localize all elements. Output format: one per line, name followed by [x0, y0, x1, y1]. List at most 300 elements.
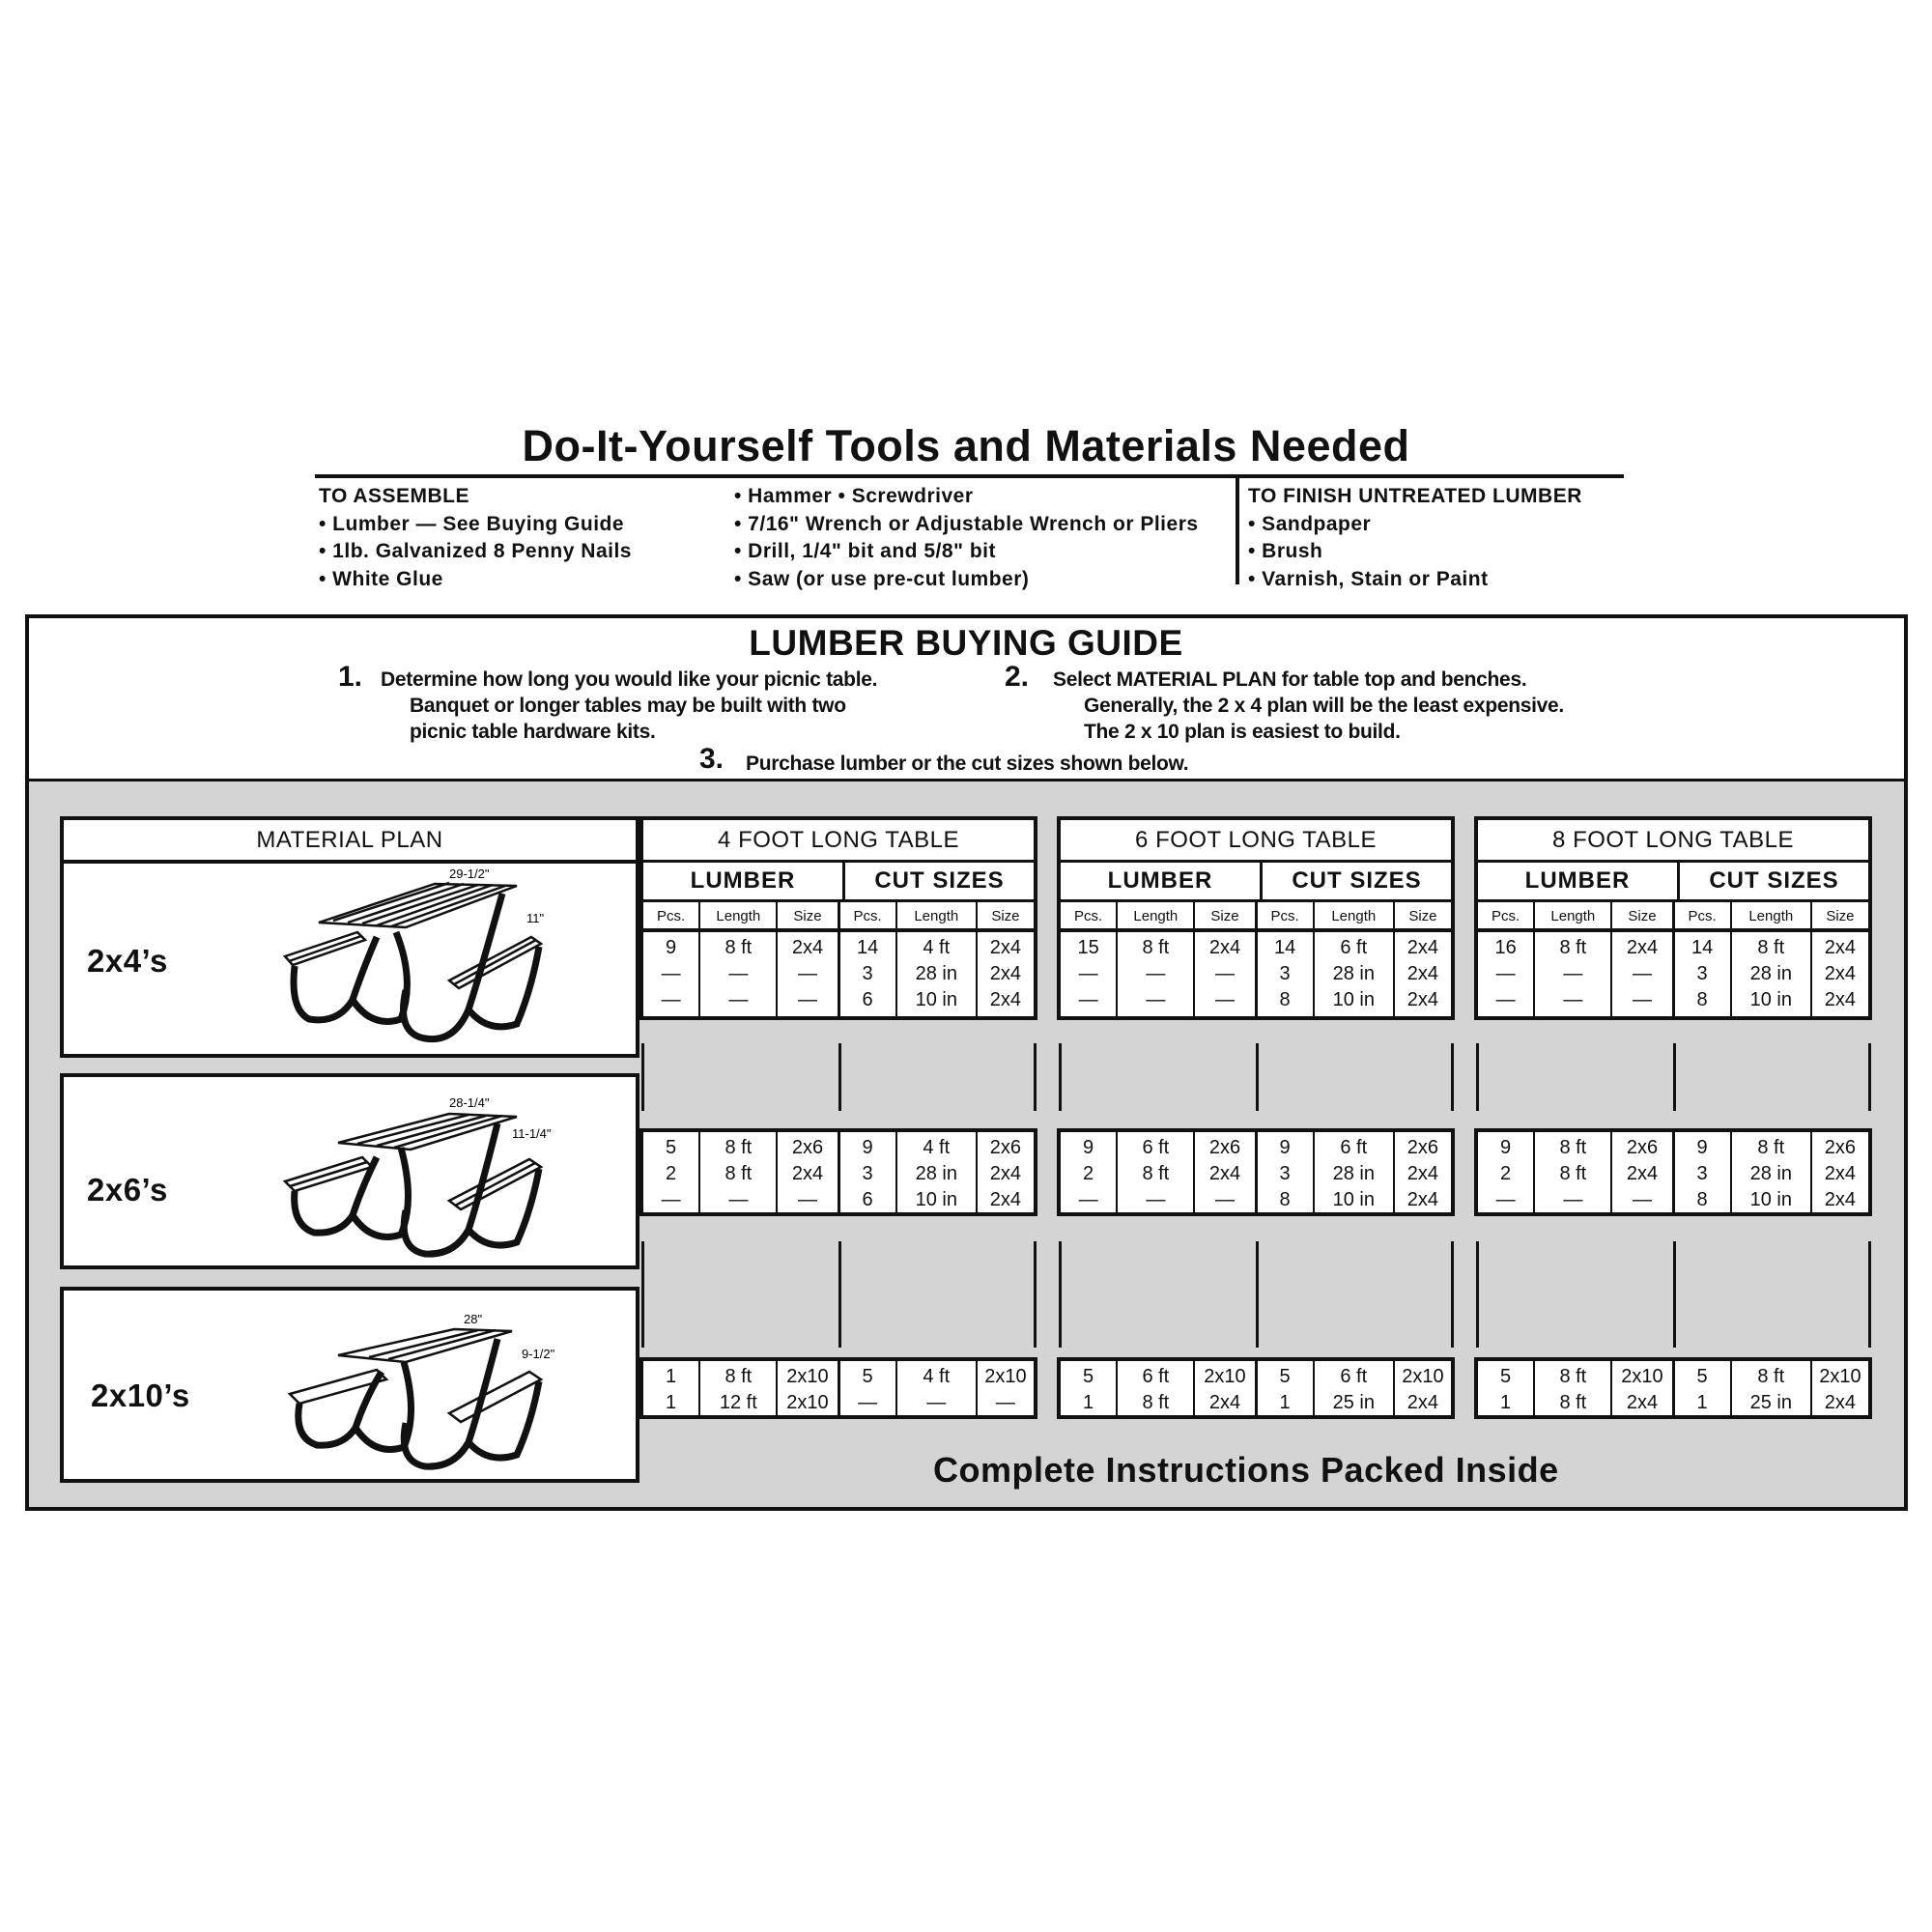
data-column	[1061, 1361, 1118, 1415]
table-cell: 2x6	[989, 1137, 1022, 1158]
table-cell: 10 in	[915, 989, 957, 1010]
data-column	[1061, 1132, 1118, 1212]
table-cell: 8	[1279, 989, 1291, 1010]
table-cell: 1	[666, 1366, 677, 1387]
assemble-heading: TO ASSEMBLE	[319, 485, 470, 507]
table-cell: 4 ft	[923, 937, 951, 958]
finish-item: • Brush	[1248, 540, 1323, 562]
table-cell: 8 ft	[1559, 1163, 1587, 1184]
table-cell: 6 ft	[1340, 937, 1368, 958]
table-cell: —	[1632, 1189, 1652, 1210]
table-cell: 1	[1083, 1392, 1094, 1413]
column-header: Length	[700, 902, 778, 931]
data-column	[1478, 1361, 1535, 1415]
data-column	[1315, 932, 1395, 1016]
finish-divider	[1236, 478, 1239, 584]
table-cell: 2	[666, 1163, 677, 1184]
step-3-line: Purchase lumber or the cut sizes shown below.	[746, 753, 1189, 775]
table-cell: 5	[862, 1366, 873, 1387]
table-cell: —	[728, 989, 749, 1010]
data-column	[778, 1132, 839, 1212]
table-cell: 2x4	[1626, 1163, 1659, 1184]
table-cell: —	[1078, 963, 1098, 984]
data-column	[978, 1132, 1034, 1212]
table-cell: 2x4	[1824, 963, 1857, 984]
table-cell: —	[926, 1392, 947, 1413]
table-cell: 2	[1083, 1163, 1094, 1184]
data-column	[897, 932, 978, 1016]
table-cell: —	[1146, 989, 1166, 1010]
table-cell: 25 in	[1749, 1392, 1792, 1413]
column-header: Size	[1408, 908, 1437, 924]
table-cell: 28 in	[1749, 963, 1792, 984]
table-cell: 2x4	[1208, 1392, 1241, 1413]
step-2-line: Select MATERIAL PLAN for table top and benches.	[1053, 668, 1527, 691]
gap-divider	[1451, 1241, 1454, 1348]
data-column	[1732, 932, 1812, 1016]
table-cell: 6 ft	[1142, 1137, 1170, 1158]
table-cell: —	[797, 963, 817, 984]
data-column	[1258, 932, 1315, 1016]
table-group-header	[639, 816, 1037, 932]
step-2-line: Generally, the 2 x 4 plan will be the least expensive.	[1084, 695, 1564, 717]
data-column	[1812, 1361, 1868, 1415]
lumber-subheader: LUMBER	[1478, 863, 1680, 899]
table-cell: —	[1146, 1189, 1166, 1210]
table-cell: 2x4	[1406, 989, 1439, 1010]
gap-divider	[1451, 1043, 1454, 1111]
table-cell: 8 ft	[1559, 1137, 1587, 1158]
table-cell: 6 ft	[1340, 1137, 1368, 1158]
title-rule	[315, 474, 1624, 478]
table-cell: 28 in	[1749, 1163, 1792, 1184]
table-cell: 3	[1696, 1163, 1708, 1184]
data-column	[1118, 1132, 1195, 1212]
table-cell: 28 in	[1332, 963, 1375, 984]
table-cell: 8	[1696, 989, 1708, 1010]
table-cell: 3	[1279, 963, 1291, 984]
column-header: Length	[1118, 902, 1195, 931]
data-column	[1812, 1132, 1868, 1212]
data-column	[1195, 1132, 1257, 1212]
table-cell: —	[1146, 963, 1166, 984]
column-header: Size	[1195, 902, 1257, 931]
table-cell: 1	[1500, 1392, 1512, 1413]
column-header: Pcs.	[1478, 902, 1535, 931]
data-column	[978, 1361, 1034, 1415]
table-cell: 8 ft	[724, 1137, 753, 1158]
step-1-line: Determine how long you would like your picnic table.	[381, 668, 878, 691]
data-column	[1675, 1361, 1732, 1415]
cut-sizes-subheader: CUT SIZES	[1709, 867, 1839, 894]
table-cell: —	[1632, 963, 1652, 984]
gap-divider	[641, 1241, 644, 1348]
table-cell: 3	[862, 963, 873, 984]
gap-divider	[1059, 1241, 1062, 1348]
data-column	[1258, 1361, 1315, 1415]
data-column	[1195, 1361, 1257, 1415]
data-column	[1395, 932, 1451, 1016]
buying-guide-title: LUMBER BUYING GUIDE	[749, 623, 1183, 663]
column-header-row	[1478, 902, 1868, 931]
table-cell: —	[661, 963, 681, 984]
table-cell: 28 in	[915, 963, 957, 984]
table-cell: —	[1632, 989, 1652, 1010]
column-header: Pcs.	[1258, 902, 1315, 931]
table-cell: 2x6	[1406, 1137, 1439, 1158]
table-cell: —	[661, 1189, 681, 1210]
table-cell: 8 ft	[724, 937, 753, 958]
step-3-number: 3.	[699, 743, 724, 775]
column-header: Size	[778, 902, 839, 931]
table-cell: 2x6	[1626, 1137, 1659, 1158]
table-cell: 2x10	[984, 1366, 1027, 1387]
gap-divider	[1034, 1241, 1037, 1348]
column-header: Pcs.	[1675, 902, 1732, 931]
table-cell: 2x6	[1824, 1137, 1857, 1158]
data-band	[639, 1128, 1037, 1216]
data-column	[700, 932, 778, 1016]
data-band	[1057, 1357, 1455, 1419]
table-cell: 9	[1083, 1137, 1094, 1158]
tools-item: • 7/16" Wrench or Adjustable Wrench or Pliers	[734, 512, 1199, 535]
dimension-label: 28-1/4"	[449, 1095, 490, 1110]
table-cell: 3	[1279, 1163, 1291, 1184]
table-cell: 8 ft	[1559, 1392, 1587, 1413]
column-header: Size	[1612, 902, 1674, 931]
table-cell: —	[1495, 989, 1516, 1010]
page-title: Do-It-Yourself Tools and Materials Needed	[522, 421, 1410, 470]
table-cell: 2x6	[1208, 1137, 1241, 1158]
gap-divider	[641, 1043, 644, 1111]
table-cell: 16	[1494, 937, 1517, 958]
table-cell: 10 in	[1332, 1189, 1375, 1210]
column-header: Length	[897, 902, 978, 931]
table-cell: 2x4	[1406, 937, 1439, 958]
column-header: Size	[1826, 908, 1855, 924]
tools-item: • Hammer • Screwdriver	[734, 485, 974, 507]
plan-label: 2x4’s	[87, 943, 168, 979]
data-column	[1612, 1132, 1674, 1212]
table-cell: —	[1563, 989, 1583, 1010]
table-cell: 2x4	[1626, 937, 1659, 958]
table-cell: 14	[1273, 937, 1296, 958]
table-cell: —	[797, 1189, 817, 1210]
picnic-table-2x10-illustration	[280, 1302, 570, 1476]
column-header: Pcs.	[1061, 902, 1118, 931]
table-cell: 10 in	[1749, 989, 1792, 1010]
data-column	[700, 1132, 778, 1212]
picnic-table-2x6-illustration	[280, 1090, 570, 1264]
column-header: Size	[991, 908, 1020, 924]
data-column	[1258, 1132, 1315, 1212]
table-cell: —	[1078, 1189, 1098, 1210]
table-cell: 9	[1279, 1137, 1291, 1158]
table-cell: 2x4	[1824, 1189, 1857, 1210]
table-cell: 5	[1279, 1366, 1291, 1387]
column-header: Length	[1535, 902, 1612, 931]
dimension-label: 29-1/2"	[449, 867, 490, 881]
table-cell: 2x4	[791, 937, 824, 958]
data-column	[643, 1361, 700, 1415]
table-cell: 2x10	[786, 1366, 829, 1387]
tools-item: • Drill, 1/4" bit and 5/8" bit	[734, 540, 996, 562]
gap-divider	[1868, 1241, 1871, 1348]
table-cell: —	[1563, 1189, 1583, 1210]
column-header: Length	[1732, 902, 1812, 931]
gap-divider	[1476, 1043, 1479, 1111]
column-header-row	[1061, 902, 1451, 931]
table-cell: 2x4	[1406, 1189, 1439, 1210]
table-cell: 10 in	[1749, 1189, 1792, 1210]
assemble-item: • Lumber — See Buying Guide	[319, 512, 625, 535]
gap-divider	[838, 1043, 841, 1111]
data-column	[643, 1132, 700, 1212]
gap-divider	[1868, 1043, 1871, 1111]
dimension-label: 11-1/4"	[512, 1126, 552, 1141]
footer-text: Complete Instructions Packed Inside	[933, 1450, 1559, 1490]
table-cell: 8 ft	[1757, 1137, 1785, 1158]
step-2-line: The 2 x 10 plan is easiest to build.	[1084, 721, 1401, 743]
step-1-line: picnic table hardware kits.	[410, 721, 656, 743]
assemble-item: • 1lb. Galvanized 8 Penny Nails	[319, 540, 632, 562]
table-cell: —	[1078, 989, 1098, 1010]
data-column	[1478, 932, 1535, 1016]
table-cell: 5	[1083, 1366, 1094, 1387]
dimension-label: 9-1/2"	[522, 1347, 555, 1361]
table-cell: 2x4	[1824, 937, 1857, 958]
data-column	[778, 1361, 839, 1415]
table-cell: 2x4	[1824, 1163, 1857, 1184]
table-cell: 2x4	[791, 1163, 824, 1184]
table-cell: 25 in	[1332, 1392, 1375, 1413]
gap-divider	[1256, 1043, 1259, 1111]
finish-item: • Varnish, Stain or Paint	[1248, 567, 1489, 590]
step-1-line: Banquet or longer tables may be built with two	[410, 695, 846, 717]
data-column	[897, 1361, 978, 1415]
gap-divider	[838, 1241, 841, 1348]
table-cell: 2x10	[1621, 1366, 1663, 1387]
table-cell: 1	[1696, 1392, 1708, 1413]
table-cell: 5	[1500, 1366, 1512, 1387]
table-cell: 2x6	[791, 1137, 824, 1158]
gap-divider	[1034, 1043, 1037, 1111]
data-column	[1315, 1132, 1395, 1212]
table-cell: 2x4	[989, 989, 1022, 1010]
table-cell: 8 ft	[1559, 1366, 1587, 1387]
data-column	[1118, 1361, 1195, 1415]
table-cell: 6	[862, 989, 873, 1010]
table-cell: 5	[1696, 1366, 1708, 1387]
table-cell: 10 in	[915, 1189, 957, 1210]
table-cell: 2x4	[1626, 1392, 1659, 1413]
dimension-label: 28"	[464, 1312, 483, 1326]
subheader-row	[1478, 863, 1868, 902]
table-cell: 2x4	[1406, 1163, 1439, 1184]
data-column	[897, 1132, 978, 1212]
table-cell: 14	[856, 937, 879, 958]
table-cell: 8 ft	[1559, 937, 1587, 958]
table-cell: 2x4	[1824, 989, 1857, 1010]
data-band	[639, 928, 1037, 1020]
dimension-label: 11"	[526, 911, 545, 925]
data-column	[840, 932, 897, 1016]
table-cell: —	[858, 1392, 878, 1413]
table-cell: 2x4	[1208, 1163, 1241, 1184]
data-column	[1732, 1132, 1812, 1212]
assemble-item: • White Glue	[319, 567, 443, 590]
table-cell: 12 ft	[719, 1392, 757, 1413]
table-cell: —	[728, 963, 749, 984]
table-cell: 2x10	[786, 1392, 829, 1413]
column-header: Pcs.	[840, 902, 897, 931]
table-cell: 8 ft	[1142, 937, 1170, 958]
lumber-subheader: LUMBER	[643, 863, 845, 899]
cut-sizes-subheader: CUT SIZES	[874, 867, 1005, 894]
data-column	[1675, 932, 1732, 1016]
data-band	[1474, 1357, 1872, 1419]
table-cell: 6	[862, 1189, 873, 1210]
data-band	[1474, 928, 1872, 1020]
table-cell: 8 ft	[1142, 1392, 1170, 1413]
cut-sizes-subheader: CUT SIZES	[1292, 867, 1422, 894]
table-group-header	[1474, 816, 1872, 932]
table-cell: —	[1214, 1189, 1235, 1210]
table-cell: 28 in	[1332, 1163, 1375, 1184]
table-cell: 9	[862, 1137, 873, 1158]
step-2-number: 2.	[1005, 661, 1030, 693]
data-column	[1478, 1132, 1535, 1212]
data-column	[778, 932, 839, 1016]
table-cell: 9	[666, 937, 677, 958]
gap-divider	[1673, 1043, 1676, 1111]
table-cell: 3	[862, 1163, 873, 1184]
table-cell: 8	[1279, 1189, 1291, 1210]
table-cell: 2x10	[1402, 1366, 1444, 1387]
table-cell: 14	[1690, 937, 1714, 958]
table-cell: 10 in	[1332, 989, 1375, 1010]
table-cell: 9	[1500, 1137, 1512, 1158]
tools-column	[734, 483, 1199, 593]
table-cell: 8 ft	[1757, 937, 1785, 958]
plan-label: 2x6’s	[87, 1172, 168, 1208]
table-cell: 8	[1696, 1189, 1708, 1210]
table-cell: 8 ft	[1142, 1163, 1170, 1184]
table-cell: —	[1563, 963, 1583, 984]
table-cell: 3	[1696, 963, 1708, 984]
guide-divider	[29, 779, 1904, 781]
table-cell: —	[1214, 963, 1235, 984]
table-cell: 9	[1696, 1137, 1708, 1158]
table-cell: 2x4	[989, 963, 1022, 984]
table-cell: 2x4	[1824, 1392, 1857, 1413]
gap-divider	[1256, 1241, 1259, 1348]
table-cell: 5	[666, 1137, 677, 1158]
table-group-header	[1057, 816, 1455, 932]
table-cell: 8 ft	[724, 1163, 753, 1184]
lumber-subheader: LUMBER	[1061, 863, 1263, 899]
tools-item: • Saw (or use pre-cut lumber)	[734, 567, 1030, 590]
table-cell: 2x10	[1204, 1366, 1246, 1387]
data-column	[1395, 1132, 1451, 1212]
table-cell: 1	[1279, 1392, 1291, 1413]
table-cell: 2x4	[989, 1163, 1022, 1184]
data-band	[1474, 1128, 1872, 1216]
table-cell: 8 ft	[1757, 1366, 1785, 1387]
subheader-row	[1061, 863, 1451, 902]
table-cell: 2x4	[1208, 937, 1241, 958]
table-cell: 2	[1500, 1163, 1512, 1184]
data-column	[1812, 932, 1868, 1016]
subheader-row	[643, 863, 1034, 902]
finish-heading: TO FINISH UNTREATED LUMBER	[1248, 485, 1582, 507]
group-title: 8 FOOT LONG TABLE	[1478, 820, 1868, 863]
data-column	[1675, 1132, 1732, 1212]
table-cell: 28 in	[915, 1163, 957, 1184]
table-cell: —	[728, 1189, 749, 1210]
step-1-number: 1.	[338, 661, 363, 693]
data-column	[1732, 1361, 1812, 1415]
data-column	[840, 1132, 897, 1212]
plan-label: 2x10’s	[91, 1378, 190, 1413]
data-band	[1057, 928, 1455, 1020]
table-cell: 1	[666, 1392, 677, 1413]
table-cell: —	[1495, 963, 1516, 984]
data-column	[1395, 1361, 1451, 1415]
table-cell: 8 ft	[724, 1366, 753, 1387]
column-header: Pcs.	[643, 902, 700, 931]
data-column	[1061, 932, 1118, 1016]
table-cell: 15	[1077, 937, 1099, 958]
data-band	[639, 1357, 1037, 1419]
table-cell: 2x10	[1819, 1366, 1861, 1387]
data-column	[643, 932, 700, 1016]
column-header: Length	[1315, 902, 1395, 931]
table-cell: 6 ft	[1142, 1366, 1170, 1387]
data-column	[1315, 1361, 1395, 1415]
table-cell: 4 ft	[923, 1366, 951, 1387]
table-cell: 2x4	[989, 1189, 1022, 1210]
table-cell: —	[995, 1392, 1015, 1413]
data-column	[1535, 932, 1612, 1016]
data-column	[700, 1361, 778, 1415]
group-title: 4 FOOT LONG TABLE	[643, 820, 1034, 863]
data-column	[1612, 932, 1674, 1016]
table-cell: 2x4	[1406, 1392, 1439, 1413]
picnic-table-2x4-illustration	[280, 865, 570, 1053]
data-column	[1195, 932, 1257, 1016]
table-cell: 2x4	[1406, 963, 1439, 984]
finish-column	[1248, 483, 1582, 593]
gap-divider	[1059, 1043, 1062, 1111]
data-band	[1057, 1128, 1455, 1216]
data-column	[978, 932, 1034, 1016]
group-title: 6 FOOT LONG TABLE	[1061, 820, 1451, 863]
column-header-row	[643, 902, 1034, 931]
table-cell: 4 ft	[923, 1137, 951, 1158]
table-cell: 6 ft	[1340, 1366, 1368, 1387]
table-cell: —	[661, 989, 681, 1010]
assemble-column	[319, 483, 632, 593]
table-cell: 2x4	[989, 937, 1022, 958]
table-cell: —	[797, 989, 817, 1010]
data-column	[1535, 1361, 1612, 1415]
gap-divider	[1673, 1241, 1676, 1348]
table-cell: —	[1495, 1189, 1516, 1210]
data-column	[840, 1361, 897, 1415]
gap-divider	[1476, 1241, 1479, 1348]
material-plan-header-text: MATERIAL PLAN	[256, 827, 443, 853]
